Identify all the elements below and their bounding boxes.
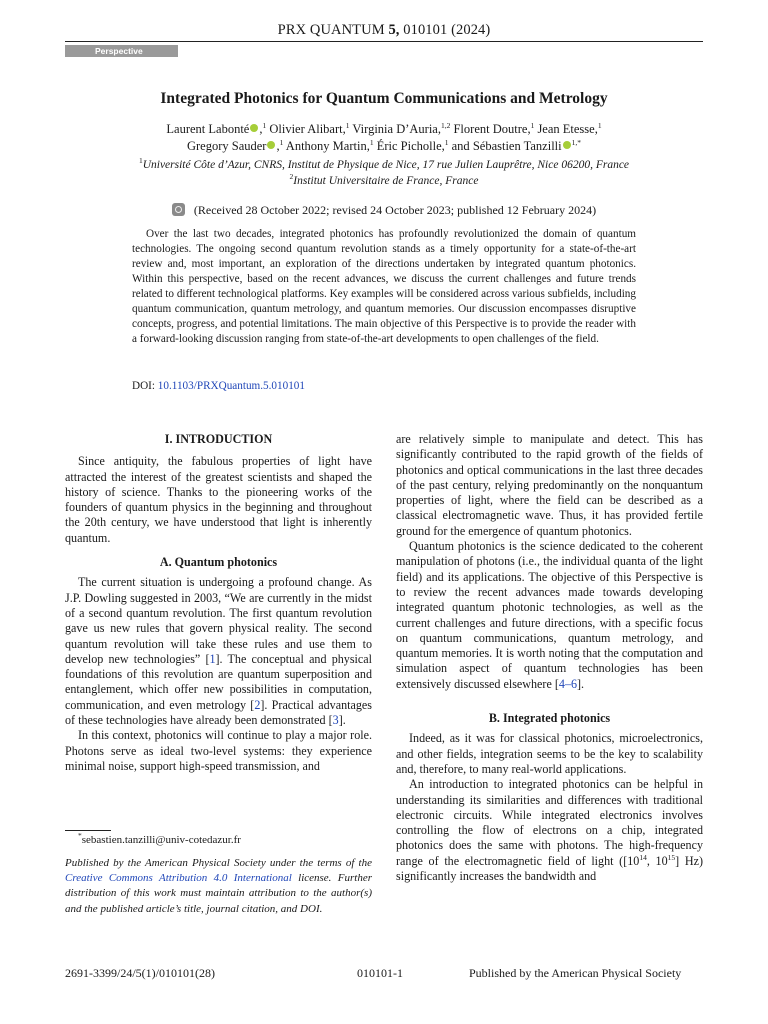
doi xyxy=(132,380,305,392)
license-statement xyxy=(65,856,372,917)
footer-publisher: Published by the American Physical Society xyxy=(469,966,682,980)
journal-header xyxy=(0,22,768,39)
doi-link[interactable]: 10.1103/PRXQuantum.5.010101 xyxy=(157,380,305,392)
subsection-heading-integrated-photonics: B. Integrated photonics xyxy=(488,711,611,726)
journal-volume: 5, xyxy=(388,22,400,38)
right-column xyxy=(396,432,703,884)
paragraph: In this context, photonics will continue to play a major role. Photons serve as ideal two-level systems: they experience minimal noise, support high-speed transmission, and xyxy=(65,728,372,773)
section-heading-introduction: I. INTRODUCTION xyxy=(164,432,273,446)
citation-link[interactable]: 3 xyxy=(332,713,339,728)
received-text: (Received 28 October 2022; revised 24 October 2023; published 12 February 2024) xyxy=(193,203,597,217)
paragraph-text: , 10 xyxy=(646,853,668,868)
license-link[interactable]: Creative Commons Attribution 4.0 International xyxy=(65,872,292,885)
author-affil-sup: 1,2 xyxy=(440,121,451,130)
affiliation-1 xyxy=(0,156,768,171)
affiliation-2 xyxy=(0,172,768,187)
citation-link[interactable]: 2 xyxy=(254,697,261,712)
paragraph: Since antiquity, the fabulous properties of light have attracted the interest of the greatest scientists and shaped the history of science. Thanks to the pioneering works of the founders of quantum physics in the beginning and throughout the 20th century, we have understood that light is inherently quantum. xyxy=(65,454,372,545)
author-affil-sup: 1,* xyxy=(571,138,581,147)
paragraph-text: An introduction to integrated photonics can be helpful in understanding its similarities and differences with traditional electronic circuits. While integrated electronics involves controlling the flow of electrons on a chip, integrated photonics does the same with photons. The high-frequency range of the electromagnetic field of light ([10 xyxy=(396,777,703,868)
author-name[interactable]: Virginia D’Auria xyxy=(352,122,438,136)
affiliation-sup: 1 xyxy=(138,156,143,165)
author-affil-sup: 1 xyxy=(345,121,350,130)
orcid-icon[interactable] xyxy=(267,141,275,149)
footnote-mark: * xyxy=(78,831,82,840)
affiliation-sup: 2 xyxy=(289,172,294,181)
author-name[interactable]: Florent Doutre xyxy=(453,122,528,136)
author-affil-sup: 1 xyxy=(369,138,374,147)
subsection-heading-quantum-photonics: A. Quantum photonics xyxy=(159,555,278,570)
paragraph: are relatively simple to manipulate and detect. This has significantly contributed to the rapid growth of the fields of photonics and optical communications in the last three decades of the past century, relying predominantly on the nonquantum properties of light, where the field can be described as a classical electromagnetic wave. Thus, it has provided fertile ground for the emergence of quantum photonics. xyxy=(396,432,703,538)
author-line-2: Gregory Sauder ,$^1$ Anthony Martin,$^1$ Éric Picholle,$^1$ and Sébastien Tanzilli $^{1,*}$ xyxy=(186,138,581,153)
paragraph-text: ] Hz) significantly increases the bandwidth and xyxy=(396,853,704,884)
affiliation-text: Université Côte d’Azur, CNRS, Institut de Physique de Nice, 17 rue Julien Lauprêtre, Nice 06200, France xyxy=(142,159,630,171)
exponent: 15 xyxy=(667,852,676,862)
doi-label: DOI: xyxy=(132,380,155,392)
paragraph-text: The current situation is undergoing a profound change. As J.P. Dowling suggested in 2003, “We are currently in the midst of a second quantum revolution. The first quantum revolution gave us new rules that govern physical reality. The second quantum revolution will take these rules and use them to develop new technologies” [ xyxy=(65,575,372,666)
paragraph xyxy=(396,777,703,884)
orcid-icon[interactable] xyxy=(563,141,571,149)
paragraph: Indeed, as it was for classical photonics, microelectronics, and other fields, integration seems to be the key to scalability and, therefore, to many real-world applications. xyxy=(396,731,703,776)
author-line-1: Laurent Labonté ,$^1$ Olivier Alibart,$^1$ Virginia D’Auria,$^{1,2}$ Florent Doutre,$^1$ Jean Etesse,$^1$ xyxy=(166,121,602,136)
paper-title: Integrated Photonics for Quantum Communications and Metrology xyxy=(160,90,608,107)
paragraph-text: ]. The conceptual and physical foundations of this revolution are quantum superposition and entanglement, which offer new possibilities in computation, communication, and even metrology [ xyxy=(65,651,373,712)
author-name[interactable]: Anthony Martin xyxy=(285,139,367,153)
license-text: Published by the American Physical Society under the terms of the xyxy=(65,857,372,869)
paragraph-text: ]. xyxy=(577,676,585,691)
article-number: 010101 (2024) xyxy=(403,22,491,38)
author-affil-sup: 1 xyxy=(444,138,449,147)
author-affil-sup: 1 xyxy=(597,121,602,130)
citation-link[interactable]: 1 xyxy=(209,651,216,666)
corresponding-email[interactable]: sebastien.tanzilli@univ-cotedazur.fr xyxy=(81,834,241,846)
paragraph-text: ]. xyxy=(338,713,346,728)
author-name[interactable]: Gregory Sauder xyxy=(186,139,267,153)
footnote xyxy=(78,831,241,846)
exponent: 14 xyxy=(639,852,647,862)
author-name[interactable]: Jean Etesse xyxy=(537,122,595,136)
section-tag: Perspective xyxy=(65,45,178,57)
abstract: Over the last two decades, integrated photonics has profoundly revolutionized the domain of quantum technologies. The ongoing second quantum revolution stands as a timely opportunity for a state-of-the-art review and, most important, an exploration of the directions undertaken by integrated quantum photonics. Within this perspective, based on the recent advances, we discuss the current challenges and future trends related to different technological platforms. Key examples will be considered across various subfields, including quantum communication, quantum metrology, and quantum memories. Our discussion encompasses disruptive concepts, progress, and potential limitations. The main objective of this Perspective is to provide the reader with a forward-looking discussion ranging from state-of-the-art developments to open challenges of the field. xyxy=(132,228,636,345)
footer-page-number: 010101-1 xyxy=(357,966,403,980)
author-list xyxy=(90,121,678,155)
author-conjunction: and xyxy=(451,139,470,153)
author-name[interactable]: Laurent Labonté xyxy=(166,122,250,136)
author-affil-sup: 1 xyxy=(262,121,267,130)
paragraph xyxy=(396,539,703,692)
header-rule xyxy=(65,41,703,42)
citation-link[interactable]: 4–6 xyxy=(558,676,578,691)
paragraph-text: Quantum photonics is the science dedicated to the coherent manipulation of photons (i.e., the individual quanta of the light field) and its applications. The objective of this Perspective is to review the recent advances made towards developing integrated quantum photonic technologies, as well as the current challenges and future directions, with a specific focus on quantum communications, quantum metrology, and quantum memories. It is worth noting that the computation and simulation aspect of quantum technologies has been extensively discussed elsewhere [ xyxy=(396,539,703,691)
author-name[interactable]: Olivier Alibart xyxy=(269,122,343,136)
license-text: license. Further distribution of this work must maintain attribution to the author(s) and the published article’s title, journal citation, and DOI. xyxy=(65,872,372,915)
footer-issn: 2691-3399/24/5(1)/010101(28) xyxy=(65,966,215,980)
paragraph-text: ]. Practical advantages of these technologies have already been demonstrated [ xyxy=(65,697,372,728)
orcid-icon[interactable] xyxy=(250,124,258,132)
affiliation-text: Institut Universitaire de France, France xyxy=(293,175,479,187)
author-name[interactable]: Éric Picholle xyxy=(376,139,442,153)
author-affil-sup: 1 xyxy=(279,138,284,147)
check-for-updates-icon[interactable] xyxy=(172,203,185,216)
received-dates xyxy=(0,203,768,218)
footnote-rule xyxy=(65,830,111,831)
left-column xyxy=(65,432,372,774)
journal-name: PRX QUANTUM xyxy=(277,22,385,38)
author-affil-sup: 1 xyxy=(530,121,535,130)
author-name[interactable]: Sébastien Tanzilli xyxy=(472,139,562,153)
paragraph xyxy=(65,575,372,728)
